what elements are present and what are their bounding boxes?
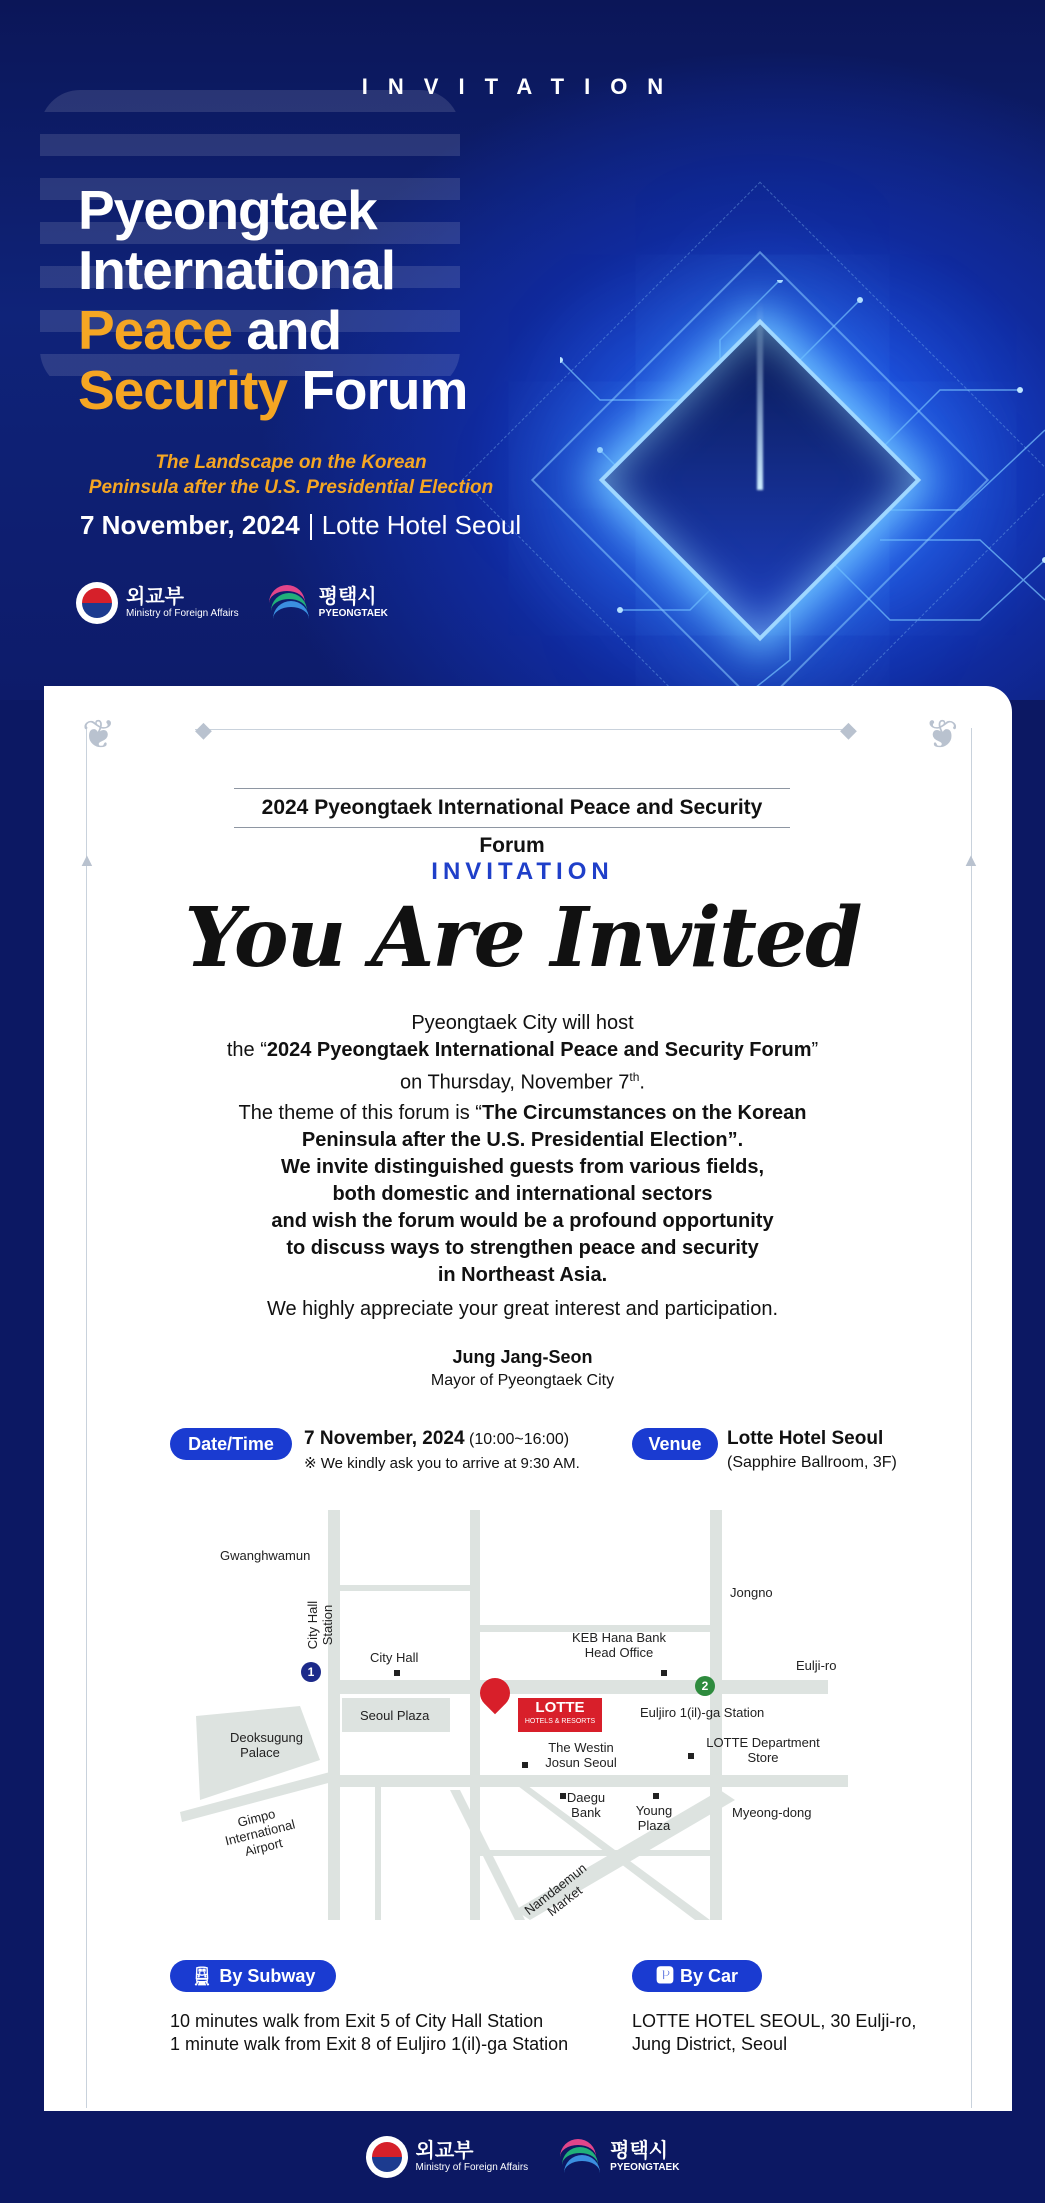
- card-frame-top: [195, 729, 855, 730]
- lotte-dept-marker: [688, 1753, 694, 1759]
- forum-name-header: 2024 Pyeongtaek International Peace and Security Forum: [234, 788, 790, 828]
- footer-logos: [0, 2111, 1045, 2203]
- lotte-logo-subtext: HOTELS & RESORTS: [524, 1718, 596, 1725]
- theme-title-part-2: Peninsula after the U.S. Presidential Election: [301, 1129, 728, 1151]
- title-line-1: Pyeongtaek: [78, 179, 377, 241]
- footer-pyeongtaek-logo: [556, 2137, 679, 2177]
- arrow-right-icon: ◆: [840, 717, 857, 742]
- mofa-korean-name: 외교부: [126, 586, 184, 608]
- forum-title: [78, 180, 467, 420]
- city-hall-marker: [394, 1670, 400, 1676]
- subtitle-line-2: Peninsula after the U.S. Presidential Election: [88, 477, 494, 498]
- footer-pyeongtaek-korean-name: 평택시: [610, 2140, 669, 2162]
- hero-logos: [76, 582, 388, 624]
- map-label-young-plaza: Young Plaza: [635, 1803, 673, 1833]
- subway-line-2-badge: 2: [695, 1676, 715, 1696]
- arrow-left-icon: ◆: [195, 717, 212, 742]
- hero-date-venue: [80, 510, 521, 541]
- pyeongtaek-logo: [265, 583, 388, 623]
- footer-pyeongtaek-emblem-icon: [556, 2137, 602, 2177]
- event-date-value: 7 November, 2024: [304, 1428, 465, 1449]
- westin-marker: [522, 1762, 528, 1768]
- footer-mofa-korean-name: 외교부: [415, 2140, 474, 2162]
- hero-banner: [0, 0, 1045, 700]
- subway-line-1-badge: 1: [301, 1662, 321, 1682]
- subway-directions: [170, 2010, 568, 2056]
- pyeongtaek-english-name: PYEONGTAEK: [318, 608, 388, 619]
- signer-role: Mayor of Pyeongtaek City: [430, 1372, 615, 1389]
- theme-line-3: We invite distinguished guests from various fields,: [280, 1156, 765, 1178]
- datetime-pill: Date/Time: [170, 1428, 292, 1460]
- footer-mofa-english-name: Ministry of Foreign Affairs: [415, 2162, 529, 2173]
- title-line-2: International: [78, 239, 396, 301]
- footer-pyeongtaek-english-name: PYEONGTAEK: [610, 2162, 680, 2173]
- subtitle-line-1: The Landscape on the Korean: [155, 452, 427, 473]
- map-label-keb-hana-bank: KEB Hana Bank Head Office: [572, 1630, 666, 1660]
- car-directions: [632, 2010, 916, 2056]
- title-security: Security: [78, 359, 288, 421]
- map-label-gwanghwamun: Gwanghwamun: [220, 1548, 311, 1563]
- young-plaza-marker: [653, 1793, 659, 1799]
- theme-paragraph: [150, 1100, 895, 1289]
- map-label-daegu-bank: Daegu Bank: [566, 1790, 606, 1820]
- arrival-note: ※ We kindly ask you to arrive at 9:30 AM.: [304, 1455, 580, 1472]
- map-label-westin: The Westin Josun Seoul: [545, 1740, 617, 1770]
- lotte-hotel-logo: [518, 1698, 602, 1732]
- by-subway-label: By Subway: [219, 1966, 316, 1986]
- side-arrow-right-icon: ▲: [962, 850, 980, 870]
- title-line-4: [78, 360, 467, 420]
- ornament-left-icon: ❦: [82, 713, 116, 757]
- parking-icon: 🅿︎: [655, 1966, 674, 1986]
- map-label-seoul-plaza: Seoul Plaza: [360, 1708, 430, 1723]
- subway-line-2: 1 minute walk from Exit 8 of Euljiro 1(il)-ga Station: [170, 2034, 569, 2054]
- divider: [310, 514, 312, 540]
- car-line-2: Jung District, Seoul: [632, 2034, 788, 2054]
- theme-line-6: to discuss ways to strengthen peace and security: [286, 1237, 759, 1259]
- daegu-bank-marker: [560, 1793, 566, 1799]
- theme-close: ”.: [727, 1129, 744, 1151]
- quote-open: the “: [226, 1039, 267, 1061]
- map-label-myeong-dong: Myeong-dong: [732, 1805, 812, 1820]
- invitation-label: INVITATION: [431, 858, 614, 885]
- car-line-1: LOTTE HOTEL SEOUL, 30 Eulji-ro,: [632, 2011, 917, 2031]
- by-car-pill: [632, 1960, 762, 1992]
- forum-name-inline: 2024 Pyeongtaek International Peace and Security Forum: [266, 1039, 812, 1061]
- pyeongtaek-korean-name: 평택시: [318, 586, 377, 608]
- theme-title-part-1: The Circumstances on the Korean: [481, 1102, 807, 1124]
- pyeongtaek-emblem-icon: [265, 583, 311, 623]
- title-peace: Peace: [78, 299, 233, 361]
- mofa-emblem-icon: [76, 582, 118, 624]
- theme-line-1: [150, 1100, 895, 1127]
- intro-line-1: Pyeongtaek City will host: [411, 1012, 634, 1034]
- hero-venue: Lotte Hotel Seoul: [321, 510, 522, 540]
- quote-close: ”: [811, 1039, 819, 1061]
- intro-line-3: [150, 1064, 895, 1097]
- invitation-label-top: INVITATION: [361, 74, 684, 99]
- lotte-logo-text: LOTTE: [535, 1699, 585, 1716]
- event-date: [304, 1428, 569, 1450]
- map-roads: [180, 1510, 850, 1930]
- title-and: and: [232, 299, 342, 361]
- theme-line-7: in Northeast Asia.: [437, 1264, 608, 1286]
- title-line-3: [78, 300, 467, 360]
- mofa-logo: [76, 582, 239, 624]
- event-time: (10:00~16:00): [464, 1431, 570, 1448]
- forum-subtitle: [76, 450, 506, 500]
- map-label-eulji-ro: Eulji-ro: [796, 1658, 837, 1673]
- intro-line-2: [150, 1037, 895, 1064]
- map-label-namdaemun: Namdaemun Market: [521, 1860, 590, 1920]
- title-forum: Forum: [287, 359, 468, 421]
- map-label-city-hall-station: City Hall Station: [305, 1600, 335, 1650]
- map-label-city-hall: City Hall: [370, 1650, 419, 1665]
- hero-date: 7 November, 2024: [80, 510, 300, 540]
- by-subway-pill: [170, 1960, 336, 1992]
- map-label-jongno: Jongno: [730, 1585, 773, 1600]
- train-icon: 🚆︎: [190, 1966, 214, 1986]
- period: .: [639, 1071, 645, 1094]
- subway-line-1: 10 minutes walk from Exit 5 of City Hall Station: [170, 2011, 544, 2031]
- mofa-english-name: Ministry of Foreign Affairs: [126, 608, 239, 619]
- footer-mofa-emblem-icon: [366, 2136, 408, 2178]
- light-beam: [757, 300, 763, 490]
- theme-line-5: and wish the forum would be a profound opportunity: [271, 1210, 774, 1232]
- theme-line-4: both domestic and international sectors: [332, 1183, 713, 1205]
- keb-hana-marker: [661, 1670, 667, 1676]
- by-car-label: By Car: [679, 1966, 739, 1986]
- theme-intro: The theme of this forum is “: [238, 1102, 482, 1124]
- theme-line-2: [150, 1127, 895, 1154]
- side-arrow-left-icon: ▲: [78, 850, 96, 870]
- appreciation-line: We highly appreciate your great interest and participation.: [266, 1298, 779, 1320]
- map-label-euljiro-station: Euljiro 1(il)-ga Station: [640, 1705, 765, 1720]
- ordinal-suffix: th: [629, 1070, 640, 1084]
- venue-pill: Venue: [632, 1428, 718, 1460]
- map-label-gimpo-airport: Gimpo International Airport: [223, 1806, 297, 1859]
- map-label-lotte-dept: LOTTE Department Store: [706, 1735, 820, 1765]
- venue-room: (Sapphire Ballroom, 3F): [727, 1454, 897, 1471]
- intro-date: on Thursday, November 7: [400, 1071, 630, 1094]
- ornament-right-icon: ❦: [925, 713, 959, 757]
- signer-name: Jung Jang-Seon: [452, 1347, 593, 1367]
- intro-paragraph: [150, 1010, 895, 1097]
- footer-mofa-logo: [366, 2136, 529, 2178]
- headline-you-are-invited: You Are Invited: [184, 890, 861, 986]
- venue-name: Lotte Hotel Seoul: [727, 1428, 884, 1449]
- map-label-deoksugung: Deoksugung Palace: [230, 1730, 303, 1760]
- location-map: [180, 1510, 850, 1930]
